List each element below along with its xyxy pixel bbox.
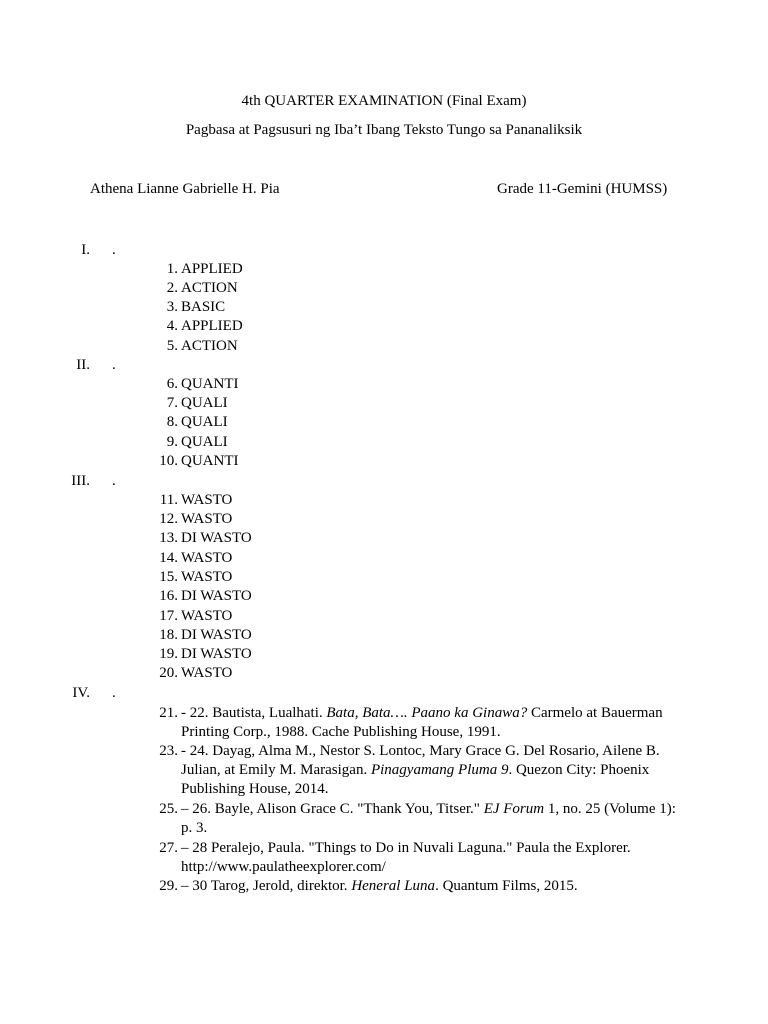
item-number: 4.	[166, 318, 178, 334]
student-name: Athena Lianne Gabrielle H. Pia	[90, 181, 280, 197]
section-heading	[0, 684, 768, 703]
answer-item	[0, 452, 768, 471]
item-number: 20.	[159, 665, 178, 681]
reference-title: Pinagyamang Pluma 9	[370, 762, 509, 778]
answer-item	[0, 375, 768, 394]
item-answer: QUALI	[181, 414, 228, 430]
item-answer: QUANTI	[181, 453, 239, 469]
section-numeral: IV.	[72, 685, 90, 701]
item-number: 23.	[159, 743, 178, 759]
item-answer: DI WASTO	[181, 530, 252, 546]
item-number: 3.	[166, 299, 178, 315]
item-answer: WASTO	[181, 569, 233, 585]
answer-item	[0, 664, 768, 683]
answer-item	[0, 607, 768, 626]
reference-text: - 22. Bautista, Lualhati. Bata, Bata…. Paano ka Ginawa? Carmelo at Bauerman Printing Corp., 1988. Cache Publishing House, 1991.	[181, 705, 663, 740]
answer-item	[0, 394, 768, 413]
item-number: 6.	[166, 376, 178, 392]
reference-text: – 28 Peralejo, Paula. "Things to Do in Nuvali Laguna." Paula the Explorer. http://www.paulatheexplorer.com/	[181, 840, 631, 875]
item-number: 25.	[159, 801, 178, 817]
item-number: 1.	[166, 261, 178, 277]
item-answer: APPLIED	[181, 261, 243, 277]
item-number: 17.	[159, 608, 178, 624]
reference-text: - 24. Dayag, Alma M., Nestor S. Lontoc, Mary Grace G. Del Rosario, Ailene B. Julian, at Emily M. Marasigan. Pinagyamang Pluma 9. Quezon City: Phoenix Publishing House, 2014.	[181, 743, 660, 797]
item-number: 9.	[166, 434, 178, 450]
section-numeral: II.	[76, 357, 90, 373]
item-answer: DI WASTO	[181, 627, 252, 643]
answer-item	[0, 491, 768, 510]
item-number: 2.	[166, 280, 178, 296]
item-answer: WASTO	[181, 550, 233, 566]
reference-text: – 30 Tarog, Jerold, direktor. Heneral Luna. Quantum Films, 2015.	[181, 878, 578, 894]
answer-item	[0, 587, 768, 606]
reference-title: EJ Forum	[483, 801, 545, 817]
item-number: 10.	[159, 453, 178, 469]
answer-item	[0, 568, 768, 587]
section-dot: .	[112, 473, 116, 489]
item-answer: DI WASTO	[181, 588, 252, 604]
item-number: 18.	[159, 627, 178, 643]
item-number: 7.	[166, 395, 178, 411]
item-answer: ACTION	[181, 280, 238, 296]
item-answer: BASIC	[181, 299, 226, 315]
item-answer: WASTO	[181, 608, 233, 624]
answer-item	[0, 298, 768, 317]
reference-text: – 26. Bayle, Alison Grace C. "Thank You, Titser." EJ Forum 1, no. 25 (Volume 1): p. 3.	[181, 801, 676, 836]
item-answer: QUANTI	[181, 376, 239, 392]
item-answer: WASTO	[181, 665, 233, 681]
section-dot: .	[112, 685, 116, 701]
item-number: 11.	[159, 492, 178, 508]
answer-item	[0, 260, 768, 279]
section-numeral: I.	[81, 242, 90, 258]
item-answer: WASTO	[181, 492, 233, 508]
item-answer: QUALI	[181, 434, 228, 450]
grade-section: Grade 11-Gemini (HUMSS)	[497, 181, 668, 197]
item-answer: QUALI	[181, 395, 228, 411]
item-number: 29.	[159, 878, 178, 894]
answer-item	[0, 529, 768, 548]
answer-item	[0, 626, 768, 645]
answer-item	[0, 433, 768, 452]
item-answer: DI WASTO	[181, 646, 252, 662]
reference-title: Bata, Bata…. Paano ka Ginawa?	[326, 705, 528, 721]
item-number: 8.	[166, 414, 178, 430]
item-answer: WASTO	[181, 511, 233, 527]
answer-item	[0, 413, 768, 432]
item-number: 27.	[159, 840, 178, 856]
answer-item	[0, 317, 768, 336]
item-number: 19.	[159, 646, 178, 662]
item-answer: ACTION	[181, 338, 238, 354]
item-number: 5.	[166, 338, 178, 354]
answer-item	[0, 645, 768, 664]
section-heading	[0, 472, 768, 491]
answer-item	[0, 279, 768, 298]
reference-title: Heneral Luna	[351, 878, 436, 894]
section-heading	[0, 241, 768, 260]
item-number: 15.	[159, 569, 178, 585]
answer-item	[0, 510, 768, 529]
exam-title: 4th QUARTER EXAMINATION (Final Exam)	[241, 93, 527, 109]
answer-item	[0, 549, 768, 568]
section-heading	[0, 356, 768, 375]
item-number: 13.	[159, 530, 178, 546]
item-number: 12.	[159, 511, 178, 527]
section-dot: .	[112, 242, 116, 258]
item-number: 14.	[159, 550, 178, 566]
item-number: 21.	[159, 705, 178, 721]
section-dot: .	[112, 357, 116, 373]
answer-item	[0, 337, 768, 356]
subject-title: Pagbasa at Pagsusuri ng Iba’t Ibang Teksto Tungo sa Pananaliksik	[185, 122, 583, 138]
item-answer: APPLIED	[181, 318, 243, 334]
item-number: 16.	[159, 588, 178, 604]
section-numeral: III.	[71, 473, 90, 489]
